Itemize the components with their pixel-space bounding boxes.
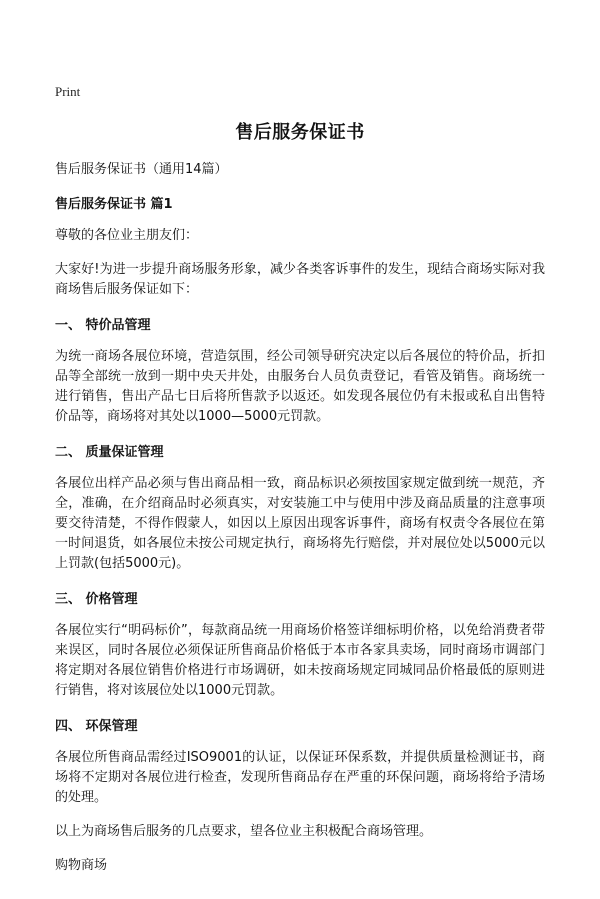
signature: 购物商场 [55, 858, 108, 873]
closing-paragraph: 以上为商场售后服务的几点要求，望各位业主积极配合商场管理。 [55, 824, 433, 839]
document-title: 售后服务保证书 [235, 122, 365, 143]
section-body-environment: 各展位所售商品需经过ISO9001的认证，以保证环保系数，并提供质量检测证书，商场将不定期对各展位进行检查，发现所售商品存在严重的环保问题，商场将给予清场的处理。 [55, 750, 545, 805]
section-body-special-price: 为统一商场各展位环境，营造氛围，经公司领导研究决定以后各展位的特价品，折扣品等全部统一放到一期中央天井处，由服务台人员负责登记，看管及销售。商场统一进行销售，售出产品七日后将所售款予以返还。如发现各展位仍有未报或私自出售特价品等，商场将对其处以1000—5000元罚款。 [55, 349, 545, 424]
greeting: 尊敬的各位业主朋友们： [55, 228, 199, 243]
print-label: Print [55, 84, 81, 99]
section-heading-environment: 四、 环保管理 [55, 719, 138, 734]
document-subtitle: 售后服务保证书（通用14篇） [55, 162, 228, 177]
section-heading-price: 三、 价格管理 [55, 592, 138, 607]
section-heading-quality: 二、 质量保证管理 [55, 445, 164, 460]
chapter-heading: 售后服务保证书 篇1 [55, 197, 173, 212]
intro-paragraph: 大家好!为进一步提升商场服务形象，减少各类客诉事件的发生，现结合商场实际对我商场售后服务保证如下： [55, 262, 545, 297]
section-body-quality: 各展位出样产品必须与售出商品相一致，商品标识必须按国家规定做到统一规范，齐全，准确，在介绍商品时必须真实，对安装施工中与使用中涉及商品质量的注意事项要交待清楚，不得作假蒙人，如因以上原因出现客诉事件，商场有权责令各展位在第一时间退货，如各展位未按公司规定执行，商场将先行赔偿，并对展位处以5000元以上罚款(包括5000元)。 [55, 476, 545, 571]
section-heading-special-price: 一、 特价品管理 [55, 318, 151, 333]
section-body-price: 各展位实行“明码标价”，每款商品统一用商场价格签详细标明价格，以免给消费者带来误区，同时各展位必须保证所售商品价格低于本市各家具卖场，同时商场市调部门将定期对各展位销售价格进行市场调研，如未按商场规定同城同品价格最低的原则进行销售，将对该展位处以1000元罚款。 [55, 623, 545, 698]
